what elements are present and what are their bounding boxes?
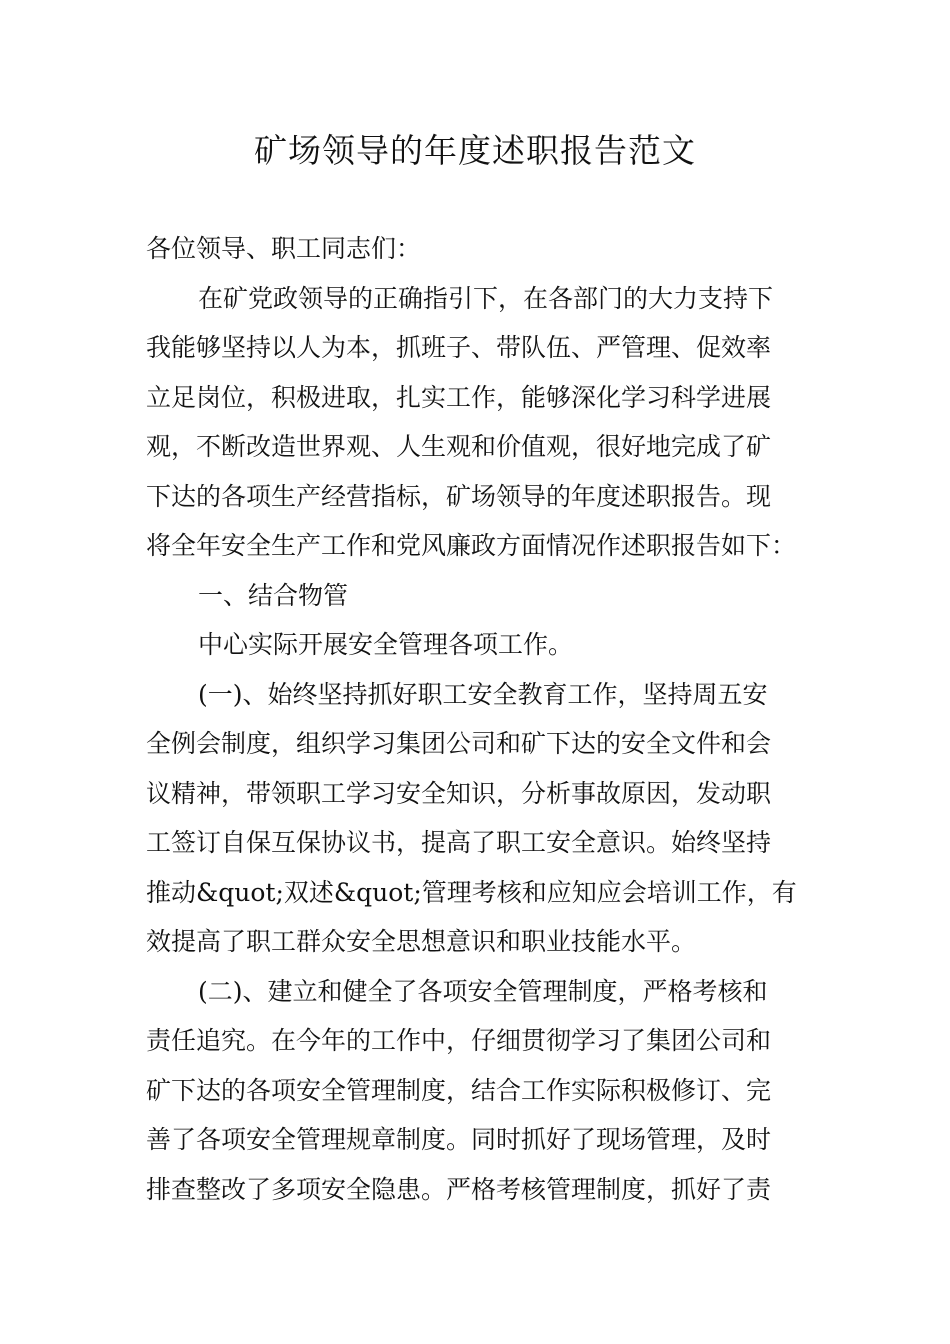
paragraph-line: 矿下达的各项安全管理制度，结合工作实际积极修订、完 [146, 1075, 772, 1105]
salutation: 各位领导、职工同志们： [146, 234, 422, 263]
paragraph-line: 我能够坚持以人为本，抓班子、带队伍、严管理、促效率 [146, 333, 772, 362]
paragraph-line: 善了各项安全管理规章制度。同时抓好了现场管理，及时 [146, 1125, 772, 1154]
paragraph-line: 排查整改了多项安全隐患。严格考核管理制度，抓好了责 [146, 1174, 772, 1204]
document-body [146, 224, 806, 1214]
paragraph-line: 中心实际开展安全管理各项工作。 [198, 630, 574, 659]
paragraph-line: 推动&quot;双述&quot;管理考核和应知应会培训工作，有 [146, 877, 797, 907]
paragraph-line: 在矿党政领导的正确指引下，在各部门的大力支持下 [198, 283, 774, 313]
paragraph-line: (一)、始终坚持抓好职工安全教育工作，坚持周五安 [198, 679, 768, 709]
paragraph-line: (二)、建立和健全了各项安全管理制度，严格考核和 [198, 976, 768, 1006]
paragraph-line: 效提高了职工群众安全思想意识和职业技能水平。 [146, 927, 697, 956]
section-heading: 一、结合物管 [198, 580, 349, 610]
paragraph-line: 立足岗位，积极进取，扎实工作，能够深化学习科学进展 [146, 382, 772, 412]
paragraph-line: 将全年安全生产工作和党风廉政方面情况作述职报告如下： [146, 531, 797, 560]
paragraph-line: 议精神，带领职工学习安全知识，分析事故原因，发动职 [146, 778, 772, 808]
paragraph-line: 责任追究。在今年的工作中，仔细贯彻学习了集团公司和 [146, 1026, 772, 1055]
paragraph-line: 全例会制度，组织学习集团公司和矿下达的安全文件和会 [146, 729, 772, 758]
document-title: 矿场领导的年度述职报告范文 [254, 131, 696, 170]
paragraph-line: 下达的各项生产经营指标，矿场领导的年度述职报告。现 [146, 481, 772, 511]
paragraph-line: 观，不断改造世界观、人生观和价值观，很好地完成了矿 [146, 432, 772, 461]
paragraph-line: 工签订自保互保协议书，提高了职工安全意识。始终坚持 [146, 828, 772, 857]
